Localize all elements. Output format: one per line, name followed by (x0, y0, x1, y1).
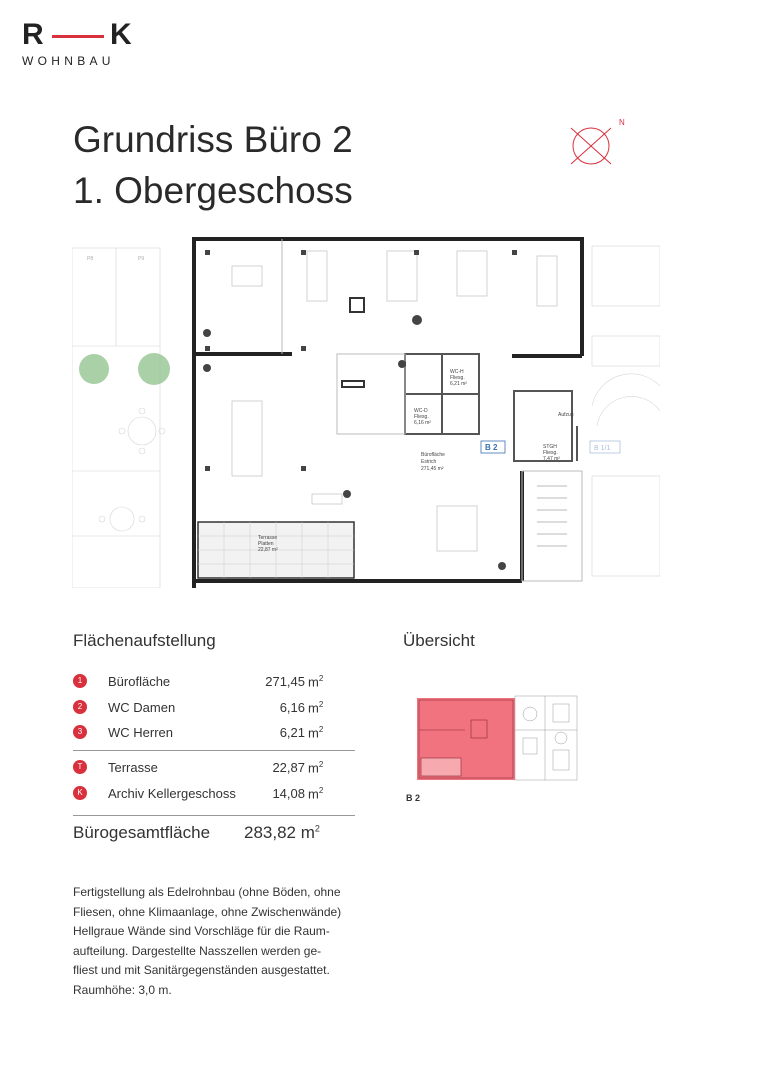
area-label: WC Herren (108, 725, 174, 740)
area-unit: $m^2$ (308, 760, 324, 776)
plan-label-wc-h-floor: Fliesg. (450, 375, 465, 381)
plan-label-terrasse-floor: Platten (258, 541, 274, 547)
compass-icon (566, 114, 630, 170)
note-line: Hellgraue Wände sind Vorschläge für die Raum- (73, 924, 330, 938)
overview-map (405, 690, 580, 782)
title-line-2: 1. Obergeschoss (73, 170, 353, 211)
area-unit: $m^2$ (308, 725, 324, 741)
plan-label-wc-h-area: 6,21 m² (450, 381, 467, 387)
note-line: Fertigstellung als Edelrohnbau (ohne Böden, ohne (73, 885, 341, 899)
area-value: 6,16 (279, 700, 305, 715)
plan-unit-tag: B 2 (485, 443, 498, 452)
plan-neighbour-tag: B 1/1 (594, 445, 611, 452)
plan-label-estrich: Estrich (421, 459, 437, 465)
plan-label-stgh-area: 7,47 m² (543, 456, 560, 462)
area-value: 271,45 (265, 674, 305, 689)
note-line: fliest und mit Sanitärgegenständen ausgestattet. (73, 963, 330, 977)
area-value: 22,87 (272, 760, 305, 775)
plan-label-stgh: STGH (543, 444, 557, 450)
plan-label-wc-h: WC-H (450, 369, 464, 375)
plan-label-wc-d-area: 6,16 m² (414, 420, 431, 426)
area-label: WC Damen (108, 700, 176, 715)
total-value: 283,82 $m^2$ (244, 823, 320, 842)
area-label: Archiv Kellergeschoss (108, 786, 236, 801)
area-label: Terrasse (108, 760, 158, 775)
total-label: Bürogesamtfläche (73, 823, 211, 842)
page-title (73, 114, 353, 216)
areas-heading: Flächenaufstellung (73, 631, 216, 650)
plan-label-p8: P8 (87, 256, 94, 262)
areas-divider-1 (73, 750, 355, 751)
area-badge: T (73, 760, 87, 774)
logo-letter-k: K (110, 18, 132, 51)
area-row-wc-herren (73, 723, 355, 743)
area-badge: 1 (73, 674, 87, 688)
area-row-archiv (73, 784, 355, 804)
overview-heading: Übersicht (403, 631, 475, 650)
areas-divider-2 (73, 815, 355, 816)
title-line-1: Grundriss Büro 2 (73, 119, 353, 160)
area-row-wc-damen (73, 698, 355, 718)
compass-north-label: N (619, 118, 625, 127)
area-value: 6,21 (279, 725, 305, 740)
plan-label-wc-d: WC-D (414, 408, 428, 414)
note-line: aufteilung. Dargestellte Nasszellen werden ge- (73, 943, 322, 958)
logo-red-line (52, 35, 104, 38)
logo-letter-r: R (22, 18, 44, 51)
area-badge: 3 (73, 725, 87, 739)
area-value: 14,08 (272, 786, 305, 801)
plan-label-bueroflaeche: Bürofläche (421, 452, 445, 458)
logo-wordmark: WOHNBAU (22, 54, 115, 68)
overview-unit-tag: B 2 (406, 793, 421, 803)
plan-label-terrasse-area: 22,87 m² (258, 547, 278, 553)
plan-label-aufzug: Aufzug (558, 412, 574, 418)
area-row-bueroflaeche (73, 672, 355, 692)
note-line: Fliesen, ohne Klimaanlage, ohne Zwischenwände) (73, 904, 342, 919)
area-unit: $m^2$ (308, 674, 324, 690)
area-label: Bürofläche (108, 674, 171, 689)
plan-label-stgh-floor: Fliesg. (543, 450, 558, 456)
area-unit: $m^2$ (308, 700, 324, 716)
note-line: Raumhöhe: 3,0 m. (73, 982, 172, 997)
plan-label-terrasse: Terrasse (258, 535, 278, 541)
area-badge: 2 (73, 700, 87, 714)
area-row-terrasse (73, 758, 355, 778)
plan-label-bueroflaeche-area: 271,45 m² (421, 466, 444, 472)
floor-plan (72, 236, 660, 588)
plan-label-wc-d-floor: Fliesg. (414, 414, 429, 420)
area-badge: K (73, 786, 87, 800)
construction-note (73, 883, 373, 1000)
plan-label-p9: P9 (138, 256, 145, 262)
area-unit: $m^2$ (308, 786, 324, 802)
